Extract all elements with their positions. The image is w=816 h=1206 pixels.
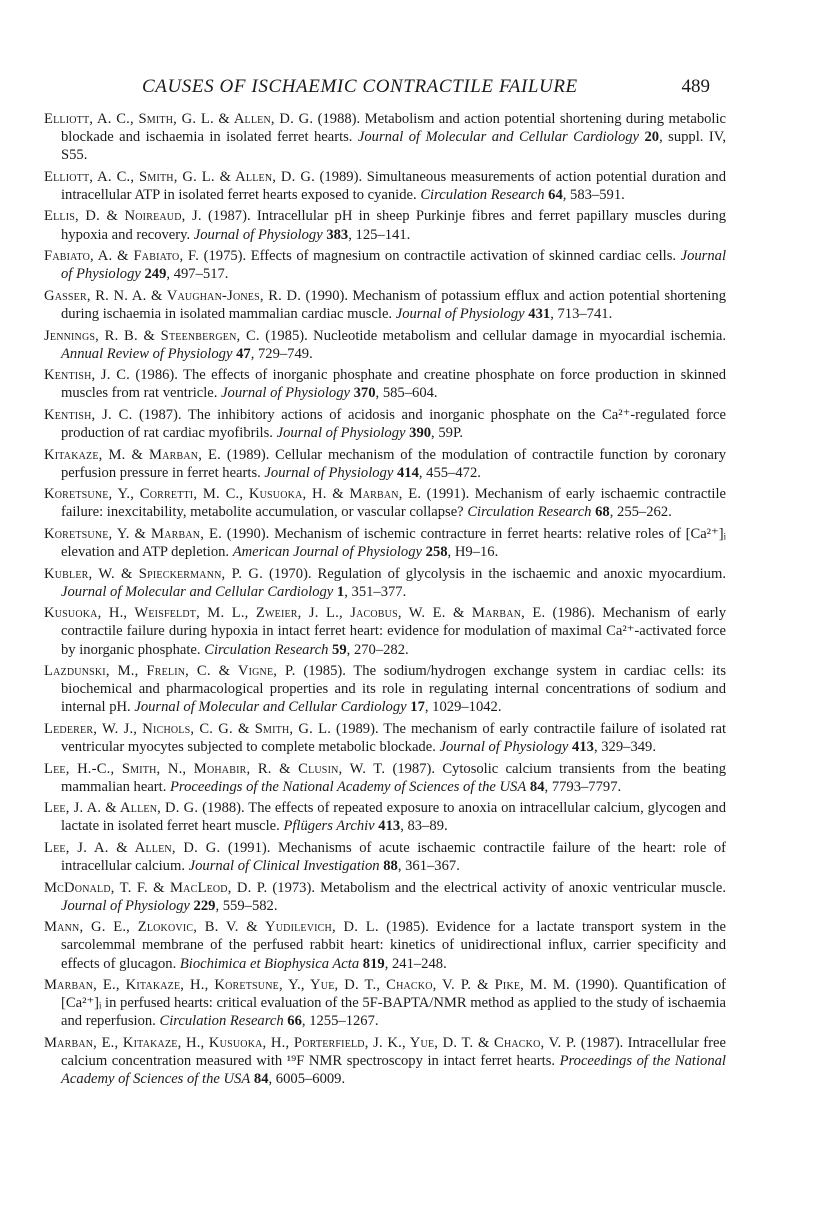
- ref-title: (1986). Mechanism of early contractile failure during hypoxia in intact ferret heart: evidence for modulation of maximal Ca²⁺-activated force by inorganic phosphate.: [61, 605, 726, 658]
- ref-volume: 258: [422, 544, 448, 561]
- ref-volume: 431: [524, 305, 551, 322]
- ref-journal: Circulation Research: [420, 186, 545, 203]
- ref-journal: Circulation Research: [204, 641, 329, 658]
- ref-volume: 68: [591, 504, 610, 521]
- reference-list: [44, 110, 726, 1092]
- ref-volume: 84: [250, 1071, 269, 1088]
- reference-item: [44, 976, 726, 1030]
- ref-pages: , H9–16.: [447, 544, 499, 561]
- ref-volume: 20: [639, 129, 660, 146]
- ref-volume: 229: [189, 897, 216, 914]
- ref-authors: Lazdunski, M., Frelin, C. & Vigne, P.: [44, 663, 296, 680]
- ref-title: (1985). Evidence for a lactate transport system in the sarcolemmal membrane of the perfused rabbit heart: kinetics of unidirectional influx, carrier specificity and effects of glucagon.: [61, 919, 726, 972]
- reference-item: [44, 525, 726, 561]
- ref-pages: , 583–591.: [562, 186, 625, 203]
- ref-authors: Elliott, A. C., Smith, G. L. & Allen, D. G.: [44, 111, 314, 127]
- reference-item: [44, 799, 726, 835]
- ref-pages: , 351–377.: [344, 583, 407, 600]
- ref-pages: , 6005–6009.: [268, 1071, 346, 1088]
- page-number: 489: [681, 76, 710, 97]
- ref-journal: Journal of Physiology: [439, 739, 569, 755]
- reference-item: [44, 760, 726, 796]
- ref-pages: , 7793–7797.: [544, 778, 622, 795]
- ref-authors: McDonald, T. F. & MacLeod, D. P.: [44, 879, 268, 896]
- ref-title: (1987). Intracellular free calcium concentration measured with ¹⁹F NMR spectroscopy in intact ferret hearts.: [61, 1034, 726, 1069]
- ref-authors: Kitakaze, M. & Marban, E.: [44, 446, 222, 463]
- ref-volume: 88: [379, 858, 398, 875]
- ref-pages: , 585–604.: [375, 385, 438, 402]
- ref-journal: Annual Review of Physiology: [61, 345, 233, 362]
- ref-volume: 819: [359, 955, 385, 972]
- reference-item: [44, 1034, 726, 1088]
- ref-pages: , 713–741.: [550, 305, 613, 322]
- ref-journal: Proceedings of the National Academy of Sciences of the USA: [61, 1053, 726, 1088]
- ref-authors: Kubler, W. & Spieckermann, P. G.: [44, 565, 263, 582]
- reference-item: [44, 287, 726, 323]
- ref-pages: , 361–367.: [397, 858, 460, 875]
- ref-volume: 370: [349, 385, 376, 402]
- ref-authors: Gasser, R. N. A. & Vaughan-Jones, R. D.: [44, 287, 302, 304]
- ref-volume: 66: [283, 1013, 302, 1030]
- ref-volume: 390: [405, 425, 432, 441]
- ref-authors: Kentish, J. C.: [44, 367, 130, 384]
- reference-item: [44, 446, 726, 482]
- ref-pages: , 1255–1267.: [301, 1013, 379, 1030]
- page-header: [120, 76, 710, 100]
- ref-title: (1986). The effects of inorganic phosphate and creatine phosphate on force production in skinned muscles from rat ventricle.: [61, 367, 726, 402]
- reference-item: [44, 327, 726, 363]
- ref-authors: Koretsune, Y., Corretti, M. C., Kusuoka, H. & Marban, E.: [44, 486, 422, 503]
- ref-authors: Koretsune, Y. & Marban, E.: [44, 525, 222, 542]
- ref-title: (1970). Regulation of glycolysis in the ischaemic and anoxic myocardium.: [262, 565, 726, 582]
- ref-authors: Elliott, A. C., Smith, G. L. & Allen, D. G.: [44, 168, 315, 185]
- ref-journal: Circulation Research: [159, 1013, 284, 1030]
- ref-title: (1990). Mechanism of potassium efflux and action potential shortening during ischaemia in isolated mammalian cardiac muscle.: [61, 287, 726, 322]
- ref-pages: , 1029–1042.: [424, 699, 502, 716]
- ref-volume: 413: [374, 818, 401, 835]
- ref-journal: Proceedings of the National Academy of Sciences of the USA: [170, 778, 527, 795]
- ref-journal: Journal of Physiology: [193, 226, 323, 243]
- ref-title: (1990). Quantification of [Ca²⁺]ᵢ in perfused hearts: critical evaluation of the 5F-BAPTA/NMR method as applied to the study of ischaemia and reperfusion.: [61, 977, 726, 1030]
- ref-pages: , 59P.: [431, 425, 464, 441]
- ref-volume: 84: [526, 778, 545, 795]
- ref-pages: , 125–141.: [348, 226, 411, 243]
- ref-pages: , 455–472.: [418, 464, 481, 481]
- reference-item: [44, 168, 726, 204]
- ref-volume: 64: [544, 186, 563, 203]
- reference-item: [44, 565, 726, 601]
- ref-title: (1988). Metabolism and action potential shortening during metabolic blockade and ischaemia in isolated ferret hearts.: [61, 111, 726, 146]
- ref-authors: Lee, J. A. & Allen, D. G.: [44, 800, 199, 817]
- ref-title: (1991). Mechanism of early ischaemic contractile failure: inexcitability, metabolite accumulation, or vascular collapse?: [61, 486, 726, 521]
- ref-pages: , 83–89.: [400, 818, 448, 835]
- ref-authors: Mann, G. E., Zlokovic, B. V. & Yudilevich, D. L.: [44, 919, 379, 936]
- ref-title: (1989). Cellular mechanism of the modulation of contractile function by coronary perfusion pressure in ferret hearts.: [61, 446, 726, 481]
- ref-journal: Circulation Research: [467, 504, 592, 521]
- reference-item: [44, 207, 726, 243]
- reference-item: [44, 247, 726, 283]
- ref-authors: Kentish, J. C.: [44, 406, 133, 423]
- ref-journal: Biochimica et Biophysica Acta: [179, 955, 360, 972]
- ref-title: (1989). Simultaneous measurements of action potential duration and intracellular ATP in isolated ferret hearts exposed to cyanide.: [61, 168, 726, 203]
- ref-volume: 249: [140, 266, 167, 283]
- ref-journal: Journal of Molecular and Cellular Cardiology: [134, 699, 407, 716]
- reference-item: [44, 918, 726, 972]
- ref-journal: Journal of Molecular and Cellular Cardiology: [61, 583, 334, 600]
- ref-authors: Jennings, R. B. & Steenbergen, C.: [44, 327, 260, 344]
- ref-volume: 1: [333, 583, 345, 600]
- reference-item: [44, 110, 726, 164]
- ref-authors: Lee, H.-C., Smith, N., Mohabir, R. & Clusin, W. T.: [44, 760, 386, 777]
- ref-authors: Kusuoka, H., Weisfeldt, M. L., Zweier, J. L., Jacobus, W. E. & Marban, E.: [44, 605, 546, 622]
- reference-item: [44, 485, 726, 521]
- ref-volume: 17: [406, 699, 425, 716]
- ref-journal: Journal of Physiology: [61, 897, 190, 914]
- ref-authors: Marban, E., Kitakaze, H., Koretsune, Y., Yue, D. T., Chacko, V. P. & Pike, M. M.: [44, 977, 570, 994]
- ref-title: (1991). Mechanisms of acute ischaemic contractile failure of the heart: role of intracellular calcium.: [61, 839, 726, 875]
- reference-item: [44, 366, 726, 402]
- ref-authors: Lee, J. A. & Allen, D. G.: [44, 839, 221, 856]
- ref-volume: 414: [393, 464, 419, 481]
- ref-journal: Journal of Physiology: [276, 425, 406, 441]
- ref-title: (1987). The inhibitory actions of acidosis and inorganic phosphate on the Ca²⁺-regulated force production of rat cardiac myofibrils.: [61, 406, 726, 441]
- ref-pages: , 329–349.: [593, 739, 656, 755]
- reference-item: [44, 720, 726, 756]
- ref-title: (1990). Mechanism of ischemic contracture in ferret hearts: relative roles of [Ca²⁺]ᵢ elevation and ATP depletion.: [61, 525, 726, 561]
- reference-item: [44, 662, 726, 716]
- reference-item: [44, 406, 726, 442]
- reference-item: [44, 839, 726, 875]
- reference-item: [44, 879, 726, 915]
- ref-authors: Fabiato, A. & Fabiato, F.: [44, 248, 200, 265]
- ref-journal: American Journal of Physiology: [232, 544, 422, 561]
- ref-journal: Journal of Physiology: [61, 248, 726, 283]
- ref-authors: Lederer, W. J., Nichols, C. G. & Smith, G. L.: [44, 720, 332, 737]
- ref-title: (1985). Nucleotide metabolism and cellular damage in myocardial ischemia.: [259, 327, 726, 344]
- ref-title: (1989). The mechanism of early contractile failure of isolated rat ventricular myocytes subjected to complete metabolic blockade.: [61, 720, 726, 755]
- ref-journal: Journal of Molecular and Cellular Cardiology: [357, 129, 640, 146]
- ref-title: (1988). The effects of repeated exposure to anoxia on intracellular calcium, glycogen and lactate in isolated ferret heart muscle.: [61, 800, 726, 835]
- reference-item: [44, 604, 726, 658]
- ref-pages: , 241–248.: [384, 955, 447, 972]
- ref-title: (1985). The sodium/hydrogen exchange system in cardiac cells: its biochemical and pharmacological properties and its role in regulating internal concentrations of sodium and internal pH.: [61, 663, 726, 716]
- ref-volume: 413: [568, 739, 594, 755]
- ref-pages: , 497–517.: [166, 266, 229, 283]
- ref-pages: , 270–282.: [346, 641, 409, 658]
- ref-journal: Journal of Physiology: [221, 385, 350, 402]
- ref-journal: Journal of Physiology: [264, 464, 394, 481]
- ref-authors: Ellis, D. & Noireaud, J.: [44, 208, 202, 225]
- ref-title: (1987). Cytosolic calcium transients from the beating mammalian heart.: [61, 760, 726, 795]
- ref-pages: , 559–582.: [215, 897, 278, 914]
- ref-title: (1987). Intracellular pH in sheep Purkinje fibres and ferret papillary muscles during hypoxia and recovery.: [61, 208, 726, 243]
- ref-pages: , 729–749.: [250, 345, 313, 362]
- ref-journal: Journal of Physiology: [395, 305, 525, 322]
- ref-volume: 59: [328, 641, 347, 658]
- running-title: CAUSES OF ISCHAEMIC CONTRACTILE FAILURE: [142, 76, 578, 97]
- ref-volume: 383: [322, 226, 349, 243]
- ref-title: (1973). Metabolism and the electrical activity of anoxic ventricular muscle.: [267, 879, 726, 896]
- ref-pages: , 255–262.: [609, 504, 672, 521]
- ref-volume: 47: [232, 345, 251, 362]
- ref-pages: , suppl. IV, S55.: [61, 129, 726, 164]
- ref-journal: Journal of Clinical Investigation: [188, 858, 380, 875]
- ref-journal: Pflügers Archiv: [283, 818, 375, 835]
- ref-authors: Marban, E., Kitakaze, H., Kusuoka, H., Porterfield, J. K., Yue, D. T. & Chacko, V. P.: [44, 1034, 577, 1051]
- ref-title: (1975). Effects of magnesium on contractile activation of skinned cardiac cells.: [199, 248, 681, 265]
